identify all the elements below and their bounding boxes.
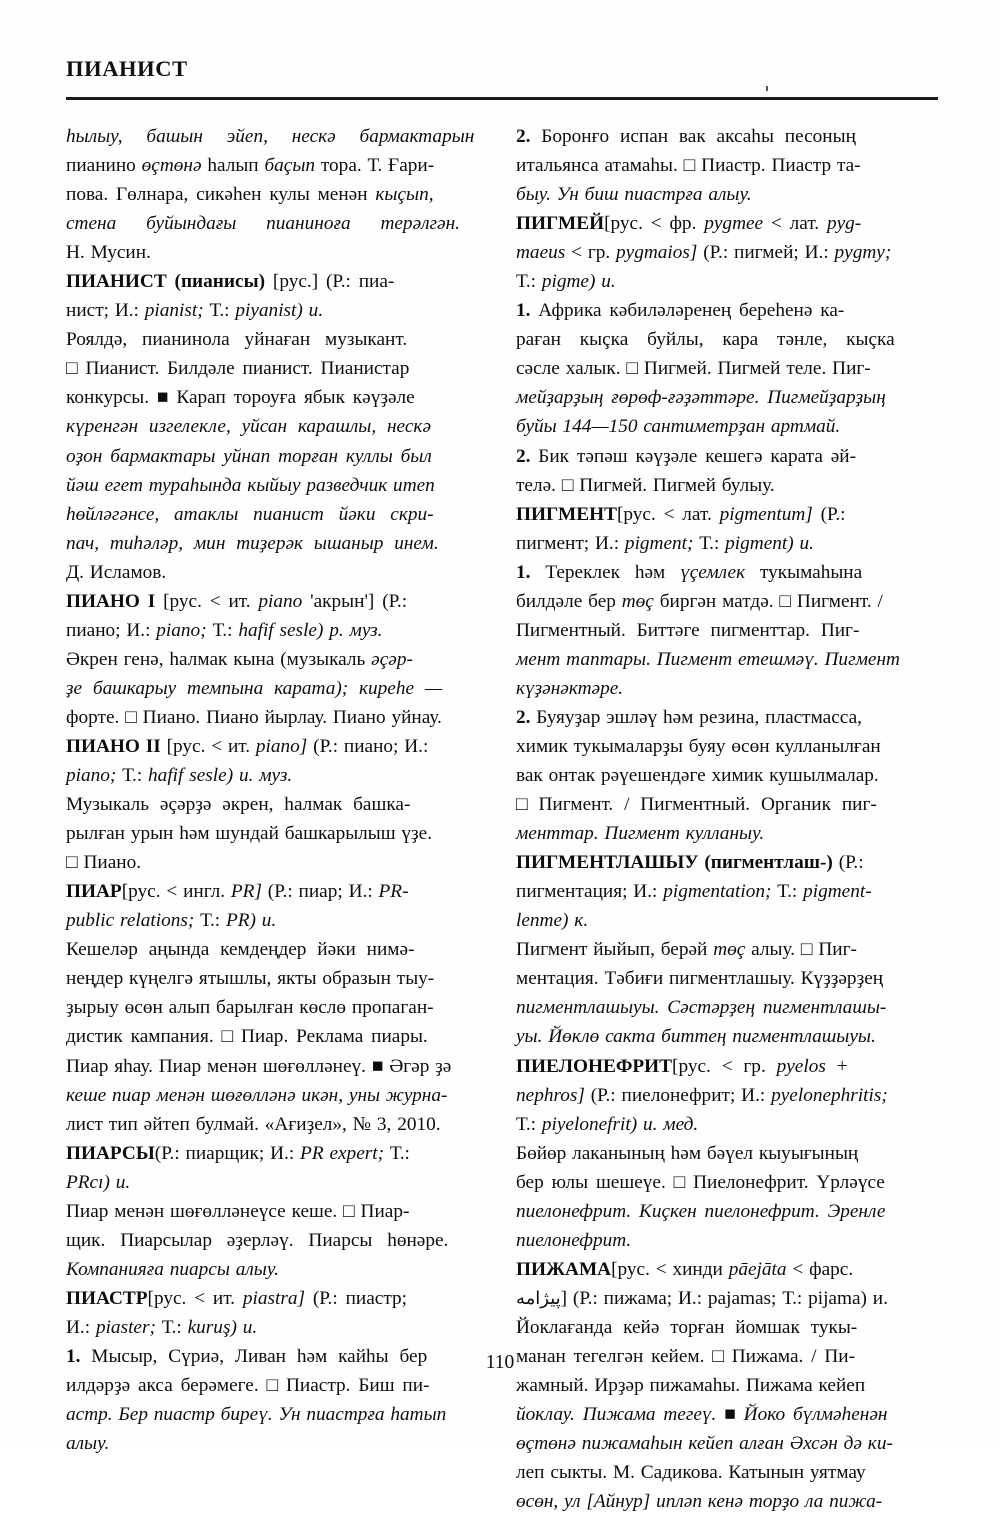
dictionary-line: йоклау. Пижама тегеү. ■ Йоко бүлмәһенән xyxy=(516,1404,888,1426)
dictionary-line: йәш егет тураһында кыйыу разведчик итеп xyxy=(66,474,435,496)
dictionary-line: Музыкаль әçәрҙә әкрен, һалмак башка- xyxy=(66,794,411,816)
dictionary-line: күренгән изгелекле, уйсан карашлы, нескә xyxy=(66,416,431,438)
dictionary-line: Н. Мусин. xyxy=(66,242,151,264)
dictionary-line: Д. Исламов. xyxy=(66,561,167,583)
dictionary-line: леп сыкты. М. Садикова. Катынын уятмау xyxy=(516,1462,866,1484)
dictionary-line: ПИАР[рус. < ингл. PR] (Р.: пиар; И.: PR- xyxy=(66,881,409,903)
dictionary-line: жамный. Ирҙәр пижамаһы. Пижама кейеп xyxy=(516,1375,866,1397)
dictionary-line: бер юлы шешеүе. □ Пиелонефрит. Үрләүсе xyxy=(516,1171,885,1193)
dictionary-line: итальянса атамаһы. □ Пиастр. Пиастр та- xyxy=(516,155,861,177)
dictionary-line: алыу. xyxy=(66,1433,110,1455)
dictionary-line: ПИАНО II [рус. < ит. piano] (Р.: пиано; И.: xyxy=(66,735,429,757)
dictionary-line: химик тукымаларҙы буяу өсөн кулланылған xyxy=(516,735,881,757)
dictionary-line: конкурсы. ■ Карап тороуға ябык кәүҙәле xyxy=(66,387,415,409)
dictionary-line: Роялдә, пианинола уйнаған музыкант. xyxy=(66,329,408,351)
dictionary-line: PRcı) и. xyxy=(66,1171,131,1193)
dictionary-line: пиелонефрит. Киçкен пиелонефрит. Эренле xyxy=(516,1200,886,1222)
dictionary-line: Т.: piyelonefrit) и. мед. xyxy=(516,1113,699,1135)
dictionary-line: Кешеләр аңында кемдеңдер йәки нимә- xyxy=(66,939,415,961)
dictionary-line: 1. Африка кәбиләләренең береһенә ка- xyxy=(516,300,845,322)
dictionary-line: нист; И.: pianist; Т.: piyanist) и. xyxy=(66,300,324,322)
dictionary-line: ҙе башкарыу темпына карата); киреһе — xyxy=(66,677,443,699)
dictionary-line: piano; Т.: hafif sesle) и. муз. xyxy=(66,765,293,787)
dictionary-line: быу. Ун биш пиастрға алыу. xyxy=(516,184,752,206)
dictionary-line: сәсле халык. □ Пигмей. Пигмей теле. Пиг- xyxy=(516,358,871,380)
dictionary-line: Пиар менән шөғөлләнеүсе кеше. □ Пиар- xyxy=(66,1200,410,1222)
dictionary-line: пиелонефрит. xyxy=(516,1229,632,1251)
dictionary-line: пова. Гөлнара, сикәһен кулы менән кыçып, xyxy=(66,184,434,206)
dictionary-line: Пиар яһау. Пиар менән шөғөлләнеү. ■ Әгәр ҙә xyxy=(66,1055,452,1077)
dictionary-line: lenme) к. xyxy=(516,910,589,932)
left-text-column xyxy=(66,122,488,1458)
dictionary-line: ҙырыу өсөн алып барылған көслө пропаган- xyxy=(66,997,434,1019)
dictionary-line: nephros] (Р.: пиелонефрит; И.: pyelonephritis; xyxy=(516,1084,888,1106)
dictionary-line: стена буйындағы пианиноға терәлгән. xyxy=(66,213,460,235)
dictionary-line: раған кыçка буйлы, кара тәнле, кыçка xyxy=(516,329,895,351)
dictionary-line: астр. Бер пиастр биреү. Ун пиастрға һатып xyxy=(66,1404,447,1426)
dictionary-line: ментация. Тәбиғи пигментлашыу. Күҙҙәрҙең xyxy=(516,968,884,990)
dictionary-line: һөйләгәнсе, атаклы пианист йәки скри- xyxy=(66,503,434,525)
dictionary-line: maeus < гр. pygmaios] (Р.: пигмей; И.: pygmy; xyxy=(516,242,892,264)
dictionary-line: Бөйөр лаканының һәм бәүел кыуығының xyxy=(516,1142,859,1164)
dictionary-line: Пигмент йыйып, берәй төç алыу. □ Пиг- xyxy=(516,939,857,961)
dictionary-line: вак онтак рәүешендәге химик кушылмалар. xyxy=(516,765,879,787)
dictionary-line: телә. □ Пигмей. Пигмей булыу. xyxy=(516,474,775,496)
dictionary-line: щик. Пиарсылар әҙерләү. Пиарсы һөнәре. xyxy=(66,1229,449,1251)
dictionary-line: пигментлашыуы. Сәстәрҙең пигментлашы- xyxy=(516,997,887,1019)
dictionary-line: өçтөнә пижамаһын кейеп алған Әхсән дә ки- xyxy=(516,1433,893,1455)
dictionary-line: ПИГМЕНТ[рус. < лат. pigmentum] (Р.: xyxy=(516,503,846,525)
dictionary-line: лист тип әйтеп булмай. «Ағиҙел», № 3, 2010. xyxy=(66,1113,441,1135)
dictionary-line: пигментация; И.: pigmentation; Т.: pigment- xyxy=(516,881,872,903)
dictionary-line: 2. Бик тәпәш кәүҙәле кешегә карата әй- xyxy=(516,445,857,467)
dictionary-line: 2. Боронғо испан вак аксаһы песоның xyxy=(516,126,856,147)
dictionary-line: неңдер күңелгә ятышлы, якты образын тыу- xyxy=(66,968,435,990)
dictionary-line: кеше пиар менән шөғөлләнә икән, уны журна- xyxy=(66,1084,448,1106)
dictionary-line: ПИЖАМА[рус. < хинди pāejāta < фарс. xyxy=(516,1258,854,1280)
dictionary-line: рылған урын һәм шундай башкарылыш үҙе. xyxy=(66,823,433,845)
dictionary-line: پیژامه] (Р.: пижама; И.: pajamas; Т.: pijama) и. xyxy=(516,1287,888,1309)
dictionary-line: оҙон бармактары уйнап торған куллы был xyxy=(66,445,432,467)
persian-etymon: پیژامه xyxy=(516,1287,561,1309)
dictionary-line: пианино өçтөнә һалып баçып тора. Т. Ғари- xyxy=(66,155,435,177)
dictionary-line: ПИАНО I [рус. < ит. piano 'акрын'] (Р.: xyxy=(66,590,408,612)
dictionary-line: мейҙарҙың ғөрөф-ғәҙәттәре. Пигмейҙарҙың xyxy=(516,387,886,409)
dictionary-line: пач, тиһәләр, мин тиҙерәк ышаныр инем. xyxy=(66,532,439,554)
dictionary-line: И.: piaster; Т.: kuruş) и. xyxy=(66,1316,258,1338)
dictionary-line: өсөн, ул [Айнур] ипләп кенә торҙо ла пижа- xyxy=(516,1491,883,1513)
running-head: ПИАНИСТ xyxy=(66,56,188,81)
dictionary-line: Компанияға пиарсы алыу. xyxy=(66,1258,279,1280)
dictionary-line: билдәле бер төç биргән матдә. □ Пигмент. / xyxy=(516,590,883,612)
dictionary-line: Пигментный. Биттәге пигменттар. Пиг- xyxy=(516,619,860,641)
dictionary-line: Т.: pigme) и. xyxy=(516,271,616,293)
dictionary-line: ПИЕЛОНЕФРИТ[рус. < гр. pyelos + xyxy=(516,1055,848,1077)
dictionary-line: буйы 144—150 сантиметрҙан артмай. xyxy=(516,416,841,438)
dictionary-line: манан тегелгән кейем. □ Пижама. / Пи- xyxy=(516,1345,856,1367)
dictionary-line: илдәрҙә акса берәмеге. □ Пиастр. Биш пи- xyxy=(66,1375,430,1397)
dictionary-line: ПИАРСЫ(Р.: пиарщик; И.: PR expert; Т.: xyxy=(66,1142,410,1164)
dictionary-line: ПИГМЕЙ[рус. < фр. pygmee < лат. pyg- xyxy=(516,213,862,235)
dictionary-line: Әкрен генә, һалмак кына (музыкаль әçәр- xyxy=(66,648,413,670)
dictionary-line: һылыу, башын эйеп, нескә бармактарын xyxy=(66,126,475,147)
right-text-column xyxy=(516,122,938,1516)
dictionary-line: 2. Буяуҙар эшләү һәм резина, пластмасса, xyxy=(516,706,862,728)
dictionary-line: ПИАСТР[рус. < ит. piastra] (Р.: пиастр; xyxy=(66,1287,407,1309)
dictionary-line: public relations; Т.: PR) и. xyxy=(66,910,277,932)
dictionary-line: күҙәнәктәре. xyxy=(516,677,624,699)
dictionary-line: □ Пиано. xyxy=(66,852,142,874)
page-number: 110 xyxy=(485,1352,515,1373)
dictionary-line: менттар. Пигмент кулланыу. xyxy=(516,823,765,845)
dictionary-line: 1. Тереклек һәм үçемлек тукымаһына xyxy=(516,561,863,583)
dictionary-line: Йоклағанда кейә торған йомшак тукы- xyxy=(516,1316,858,1338)
scan-artifact-speck xyxy=(766,86,768,91)
dictionary-line: пигмент; И.: pigment; Т.: pigment) и. xyxy=(516,532,814,554)
dictionary-line: □ Пигмент. / Пигментный. Органик пиг- xyxy=(516,794,877,816)
dictionary-line: 1. Мысыр, Сүриә, Ливан һәм кайһы бер xyxy=(66,1345,428,1367)
dictionary-line: форте. □ Пиано. Пиано йырлау. Пиано уйнау. xyxy=(66,706,442,728)
header-divider-rule xyxy=(66,97,938,100)
dictionary-line: ПИГМЕНТЛАШЫУ (пигментлаш-) (Р.: xyxy=(516,852,864,874)
dictionary-line: пиано; И.: piano; Т.: hafif sesle) р. муз. xyxy=(66,619,383,641)
dictionary-line: ПИАНИСТ (пианисы) [рус.] (Р.: пиа- xyxy=(66,271,395,293)
dictionary-line: □ Пианист. Билдәле пианист. Пианистар xyxy=(66,358,410,380)
dictionary-line: мент таптары. Пигмент етешмәү. Пигмент xyxy=(516,648,900,670)
dictionary-line: дистик кампания. □ Пиар. Реклама пиары. xyxy=(66,1026,428,1048)
dictionary-line: уы. Йөклө сакта биттең пигментлашыуы. xyxy=(516,1026,876,1048)
